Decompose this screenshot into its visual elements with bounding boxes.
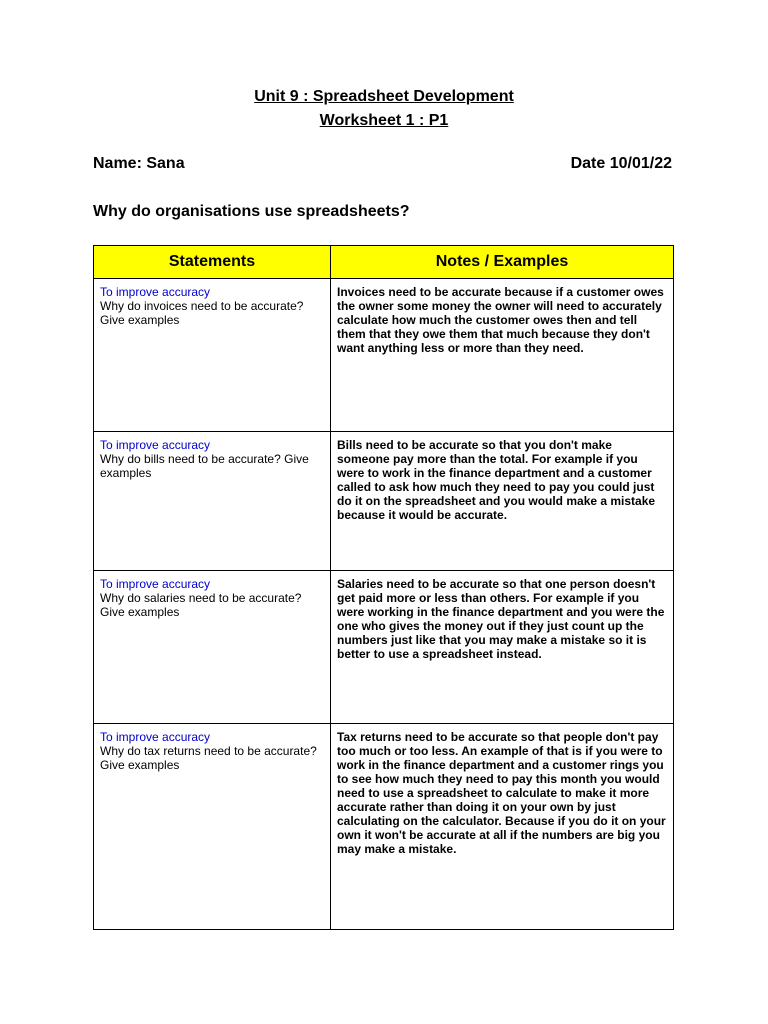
statement-label: To improve accuracy xyxy=(100,438,211,452)
table-row xyxy=(94,724,674,930)
worksheet-title: Unit 9 : Spreadsheet Development xyxy=(254,88,514,105)
column-header-notes: Notes / Examples xyxy=(331,246,674,279)
notes-cell: Salaries need to be accurate so that one person doesn't get paid more or less than others. For example if you were working in the finance department and you were the one who gives the money out if they just count up the numbers just like that you may make a mistake so it is better to use a spreadsheet instead. xyxy=(331,571,674,724)
table-row xyxy=(94,279,674,432)
table-row xyxy=(94,432,674,571)
table-header-row xyxy=(94,246,674,279)
statement-label: To improve accuracy xyxy=(100,285,211,299)
statement-label: To improve accuracy xyxy=(100,577,211,591)
statement-cell xyxy=(94,279,331,432)
student-name: Name: Sana xyxy=(93,155,185,172)
statement-cell xyxy=(94,724,331,930)
notes-cell: Invoices need to be accurate because if a customer owes the owner some money the owner will need to accurately calculate how much the customer owes then and tell them that they owe them that much because they don't want anything less or more than they need. xyxy=(331,279,674,432)
statement-question: Why do invoices need to be accurate? Give examples xyxy=(100,299,304,327)
table-row xyxy=(94,571,674,724)
statement-label: To improve accuracy xyxy=(100,730,211,744)
statement-cell xyxy=(94,571,331,724)
statement-question: Why do bills need to be accurate? Give examples xyxy=(100,452,309,480)
notes-cell: Tax returns need to be accurate so that people don't pay too much or too less. An example of that is if you were to work in the finance department and a customer rings you to see how much they need to pay this month you would need to use a spreadsheet to calculate to make it more accurate rather than doing it on your own by just calculating on the calculator. Because if you do it on your own it won't be accurate at all if the numbers are big you may make a mistake. xyxy=(331,724,674,930)
worksheet-subtitle: Worksheet 1 : P1 xyxy=(319,112,449,129)
main-question: Why do organisations use spreadsheets? xyxy=(93,203,410,220)
worksheet-table xyxy=(93,245,674,930)
notes-cell: Bills need to be accurate so that you don't make someone pay more than the total. For example if you were to work in the finance department and a customer called to ask how much they need to pay you could just do it on the spreadsheet and you would make a mistake because it would be accurate. xyxy=(331,432,674,571)
worksheet-date: Date 10/01/22 xyxy=(570,155,672,172)
statement-cell xyxy=(94,432,331,571)
statement-question: Why do tax returns need to be accurate? Give examples xyxy=(100,744,317,772)
statement-question: Why do salaries need to be accurate? Give examples xyxy=(100,591,302,619)
column-header-statements: Statements xyxy=(94,246,331,279)
